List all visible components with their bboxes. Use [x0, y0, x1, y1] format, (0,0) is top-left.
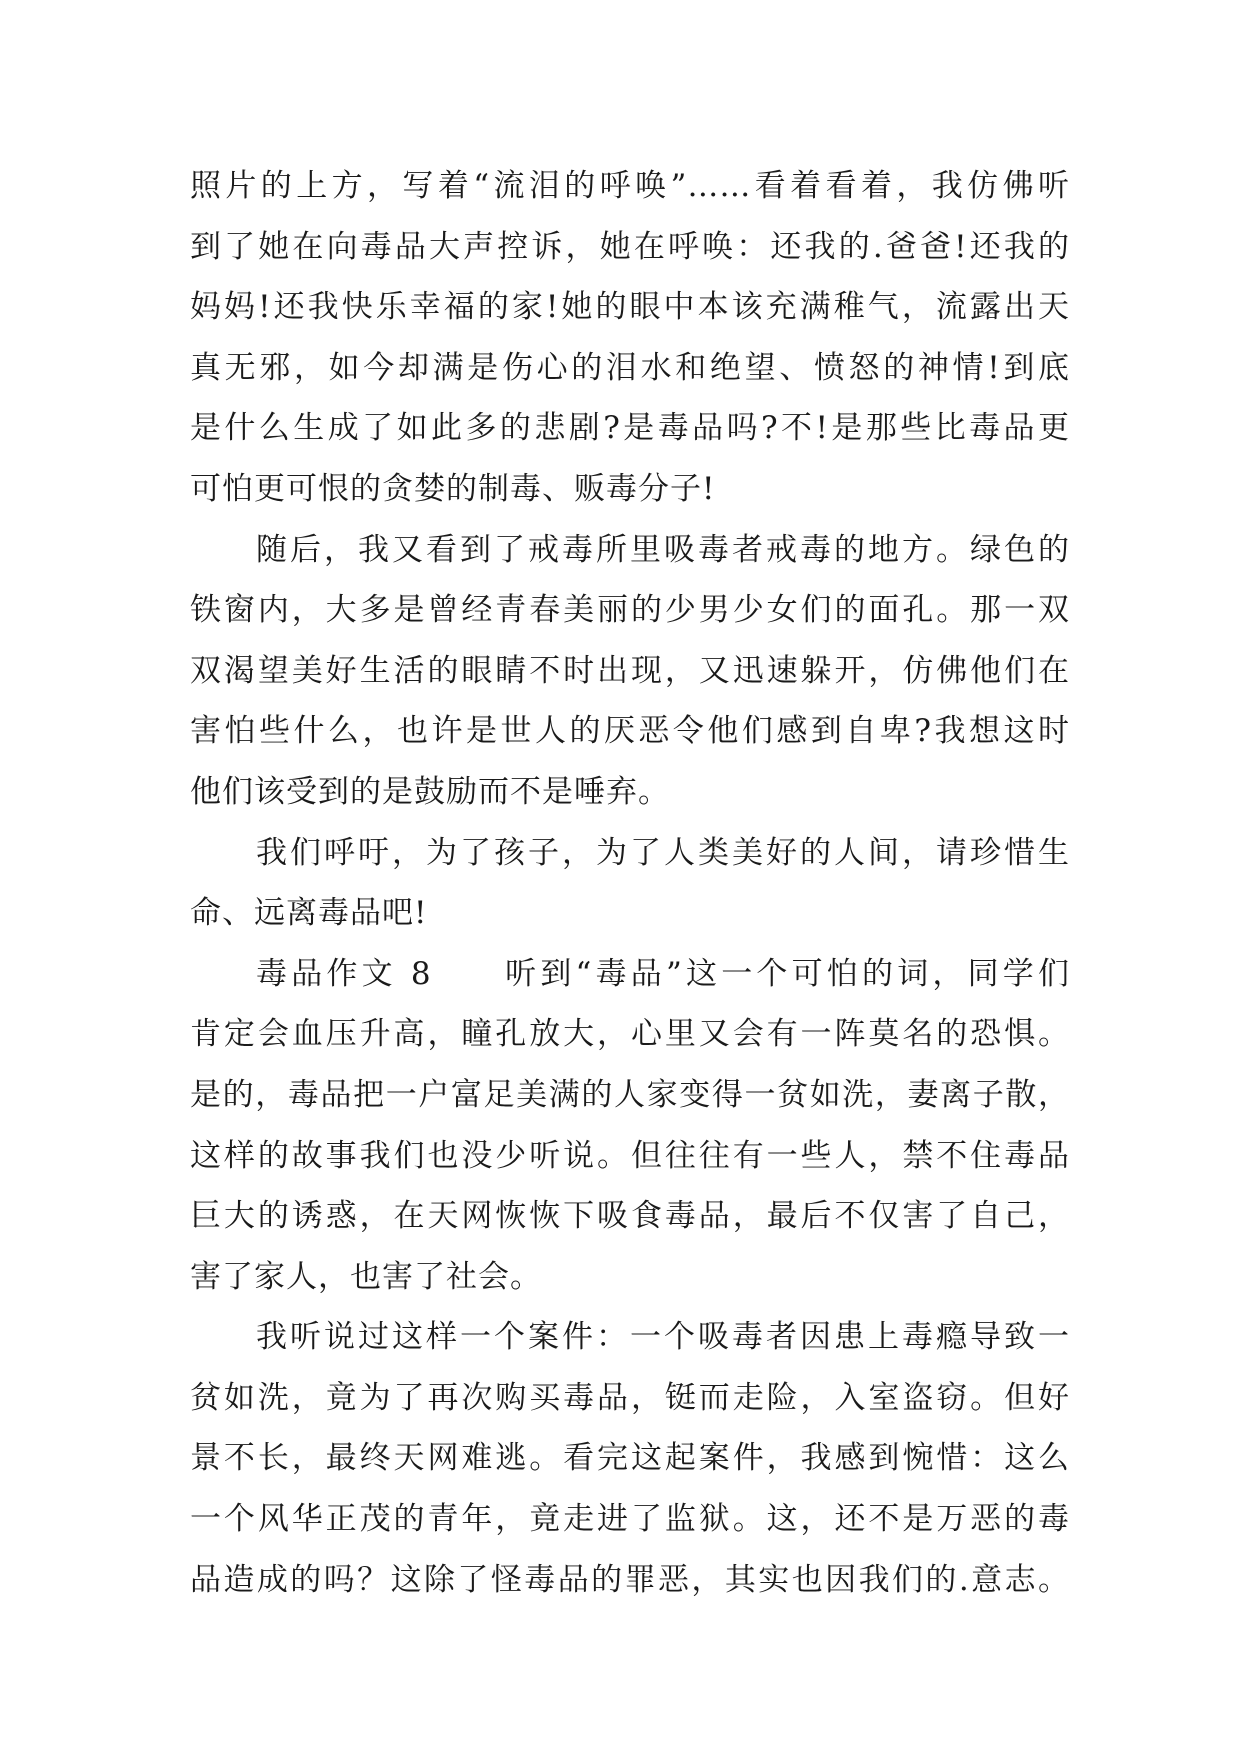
text-line: 一个风华正茂的青年，竟走进了监狱。这，还不是万恶的毒 — [190, 1501, 1070, 1538]
text-line: 真无邪，如今却满是伤心的泪水和绝望、愤怒的神情!到底 — [190, 349, 1070, 386]
text-line: 品造成的吗？这除了怪毒品的罪恶，其实也因我们的.意志。 — [190, 1561, 1070, 1598]
text-line: 是什么生成了如此多的悲剧?是毒品吗?不!是那些比毒品更 — [190, 410, 1070, 447]
text-line: 害了家人，也害了社会。 — [190, 1258, 542, 1295]
text-line: 随后，我又看到了戒毒所里吸毒者戒毒的地方。绿色的 — [256, 531, 1070, 568]
text-line: 他们该受到的是鼓励而不是唾弃。 — [190, 773, 670, 810]
text-line: 贫如洗，竟为了再次购买毒品，铤而走险，入室盗窃。但好 — [190, 1379, 1070, 1416]
text-line: 巨大的诱惑，在天网恢恢下吸食毒品，最后不仅害了自己， — [190, 1198, 1070, 1235]
text-line: 我们呼吁，为了孩子，为了人类美好的人间，请珍惜生 — [256, 834, 1070, 871]
text-line: 这样的故事我们也没少听说。但往往有一些人，禁不住毒品 — [190, 1137, 1070, 1174]
text-line: 是的，毒品把一户富足美满的人家变得一贫如洗，妻离子散， — [190, 1076, 1070, 1113]
text-line: 铁窗内，大多是曾经青春美丽的少男少女们的面孔。那一双 — [190, 592, 1070, 629]
body-text — [190, 156, 1070, 1610]
text-line: 肯定会血压升高，瞳孔放大，心里又会有一阵莫名的恐惧。 — [190, 1016, 1070, 1053]
text-line: 我听说过这样一个案件：一个吸毒者因患上毒瘾导致一 — [256, 1319, 1070, 1356]
text-line: 妈妈!还我快乐幸福的家!她的眼中本该充满稚气，流露出天 — [190, 289, 1070, 326]
text-line: 照片的上方，写着“流泪的呼唤”……看着看着，我仿佛听 — [190, 168, 1070, 204]
text-line: 害怕些什么，也许是世人的厌恶令他们感到自卑?我想这时 — [190, 713, 1070, 750]
text-line: 可怕更可恨的贪婪的制毒、贩毒分子! — [190, 470, 716, 507]
text-line: 到了她在向毒品大声控诉，她在呼唤：还我的.爸爸!还我的 — [190, 228, 1070, 265]
text-line: 景不长，最终天网难逃。看完这起案件，我感到惋惜：这么 — [190, 1440, 1070, 1477]
text-line: 命、远离毒品吧! — [190, 895, 428, 932]
text-line: 毒品作文 8 听到“毒品”这一个可怕的词，同学们 — [256, 955, 1070, 992]
text-line: 双渴望美好生活的眼睛不时出现，又迅速躲开，仿佛他们在 — [190, 652, 1070, 689]
